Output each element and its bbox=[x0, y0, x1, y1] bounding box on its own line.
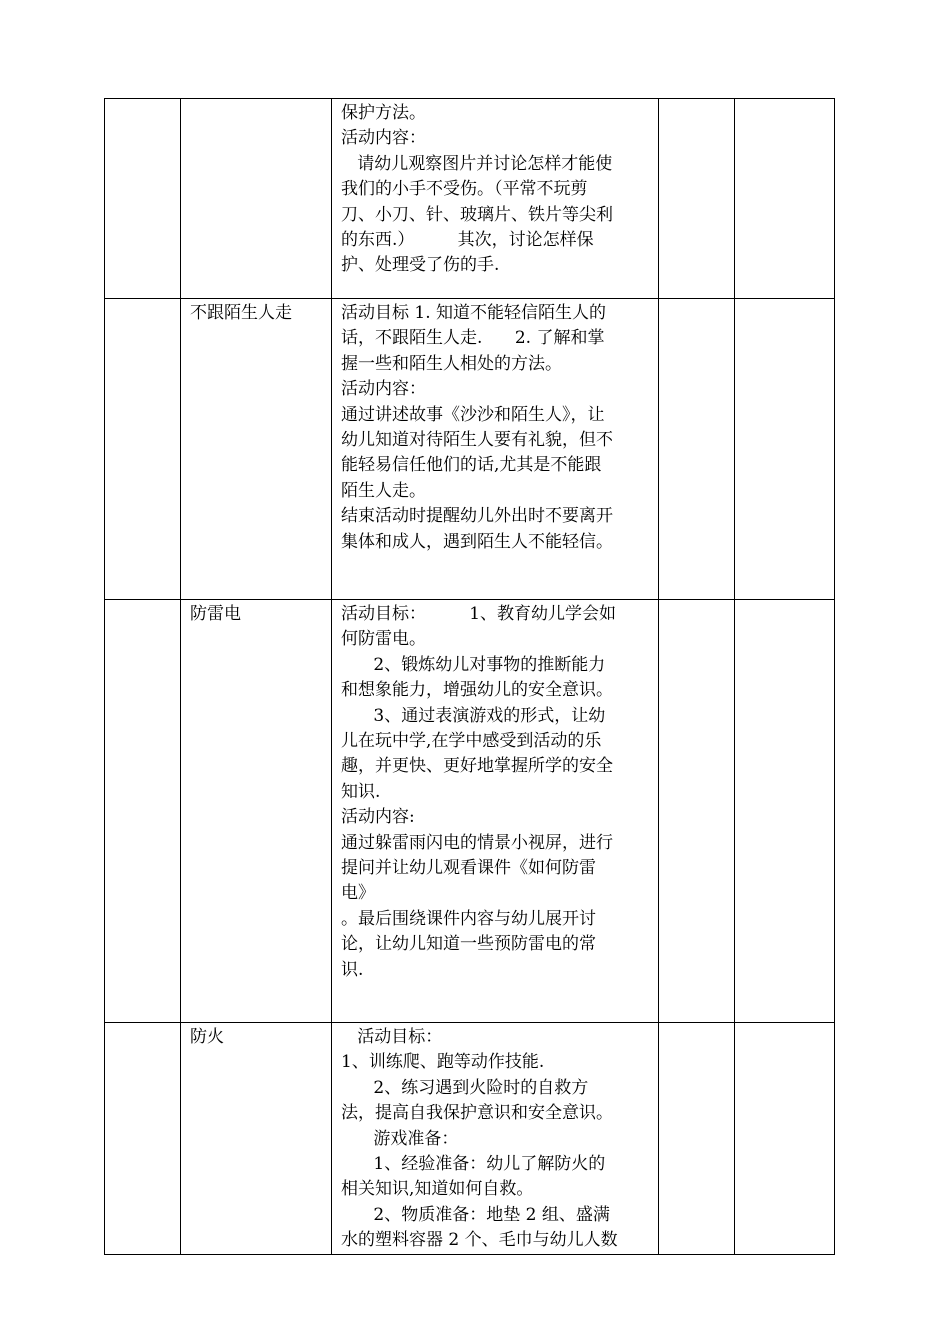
remarks-cell bbox=[659, 600, 735, 1023]
activity-title-cell bbox=[181, 99, 332, 299]
content-line: 水的塑料容器 2 个、毛巾与幼儿人数 bbox=[341, 1230, 618, 1251]
content-line: 活动内容: bbox=[341, 807, 415, 828]
row-number-cell bbox=[105, 299, 181, 600]
content-line: 保护方法。 bbox=[341, 103, 426, 123]
content-line: 通过讲述故事《沙沙和陌生人》，让 bbox=[341, 404, 605, 425]
content-line: 何防雷电。 bbox=[341, 629, 426, 650]
row-number-cell bbox=[105, 600, 181, 1023]
activity-title-cell: 防雷电 bbox=[181, 600, 332, 1023]
content-line: 握一些和陌生人相处的方法。 bbox=[341, 353, 562, 374]
remarks-cell bbox=[659, 299, 735, 600]
content-line: 相关知识,知道如何自救。 bbox=[341, 1179, 534, 1200]
content-line: 活动目标： bbox=[341, 1027, 443, 1047]
notes-cell bbox=[735, 299, 835, 600]
content-line: 活动目标 1. 知道不能轻信陌生人的 bbox=[341, 303, 607, 323]
table-row bbox=[105, 1023, 835, 1255]
activity-content-cell bbox=[332, 600, 659, 1023]
content-line: 知识. bbox=[341, 781, 381, 802]
remarks-cell bbox=[659, 99, 735, 299]
content-line: 1、训练爬、跑等动作技能. bbox=[341, 1052, 545, 1073]
activity-table bbox=[104, 98, 835, 1255]
content-line: 幼儿知道对待陌生人要有礼貌，但不 bbox=[341, 430, 613, 451]
content-line: 集体和成人，遇到陌生人不能轻信。 bbox=[341, 531, 613, 552]
activity-content-cell bbox=[332, 1023, 659, 1255]
activity-title-cell: 不跟陌生人走 bbox=[181, 299, 332, 600]
content-line: 2、物质准备：地垫 2 组、盛满 bbox=[341, 1204, 610, 1225]
content-line: 活动内容： bbox=[341, 379, 426, 400]
table-row bbox=[105, 600, 835, 1023]
content-line: 电》 bbox=[341, 883, 375, 904]
content-line: 。最后围绕课件内容与幼儿展开讨 bbox=[341, 908, 596, 929]
row-number-cell bbox=[105, 1023, 181, 1255]
content-line: 3、通过表演游戏的形式，让幼 bbox=[341, 705, 606, 726]
content-line: 活动目标： 1、教育幼儿学会如 bbox=[341, 604, 617, 624]
notes-cell bbox=[735, 1023, 835, 1255]
content-line: 趣，并更快、更好地掌握所学的安全 bbox=[341, 756, 613, 777]
notes-cell bbox=[735, 99, 835, 299]
content-line: 识. bbox=[341, 959, 364, 980]
content-line: 法，提高自我保护意识和安全意识。 bbox=[341, 1103, 613, 1124]
table-row bbox=[105, 99, 835, 299]
content-line: 结束活动时提醒幼儿外出时不要离开 bbox=[341, 506, 613, 527]
content-line: 陌生人走。 bbox=[341, 480, 426, 501]
content-line: 活动内容： bbox=[341, 128, 426, 149]
table-row bbox=[105, 299, 835, 600]
content-line: 论，让幼儿知道一些预防雷电的常 bbox=[341, 934, 596, 955]
activity-title-cell: 防火 bbox=[181, 1023, 332, 1255]
content-line: 儿在玩中学,在学中感受到活动的乐 bbox=[341, 731, 602, 752]
notes-cell bbox=[735, 600, 835, 1023]
content-line: 我们的小手不受伤。（平常不玩剪 bbox=[341, 179, 588, 200]
content-line: 通过躲雷雨闪电的情景小视屏，进行 bbox=[341, 832, 613, 853]
content-line: 请幼儿观察图片并讨论怎样才能使 bbox=[341, 153, 613, 174]
activity-content-cell bbox=[332, 299, 659, 600]
content-line: 和想象能力，增强幼儿的安全意识。 bbox=[341, 680, 613, 701]
content-line: 的东西.） 其次，讨论怎样保 bbox=[341, 230, 594, 251]
remarks-cell bbox=[659, 1023, 735, 1255]
row-number-cell bbox=[105, 99, 181, 299]
content-line: 刀、小刀、针、玻璃片、铁片等尖利 bbox=[341, 204, 613, 225]
content-line: 游戏准备： bbox=[341, 1128, 459, 1149]
content-line: 能轻易信任他们的话,尤其是不能跟 bbox=[341, 455, 602, 476]
content-line: 2、锻炼幼儿对事物的推断能力 bbox=[341, 654, 606, 675]
content-line: 话，不跟陌生人走. 2. 了解和掌 bbox=[341, 328, 605, 349]
content-line: 2、练习遇到火险时的自救方 bbox=[341, 1077, 589, 1098]
content-line: 护、处理受了伤的手. bbox=[341, 255, 500, 276]
content-line: 提问并让幼儿观看课件《如何防雷 bbox=[341, 858, 596, 879]
content-line: 1、经验准备：幼儿了解防火的 bbox=[341, 1154, 606, 1175]
activity-content-cell bbox=[332, 99, 659, 299]
